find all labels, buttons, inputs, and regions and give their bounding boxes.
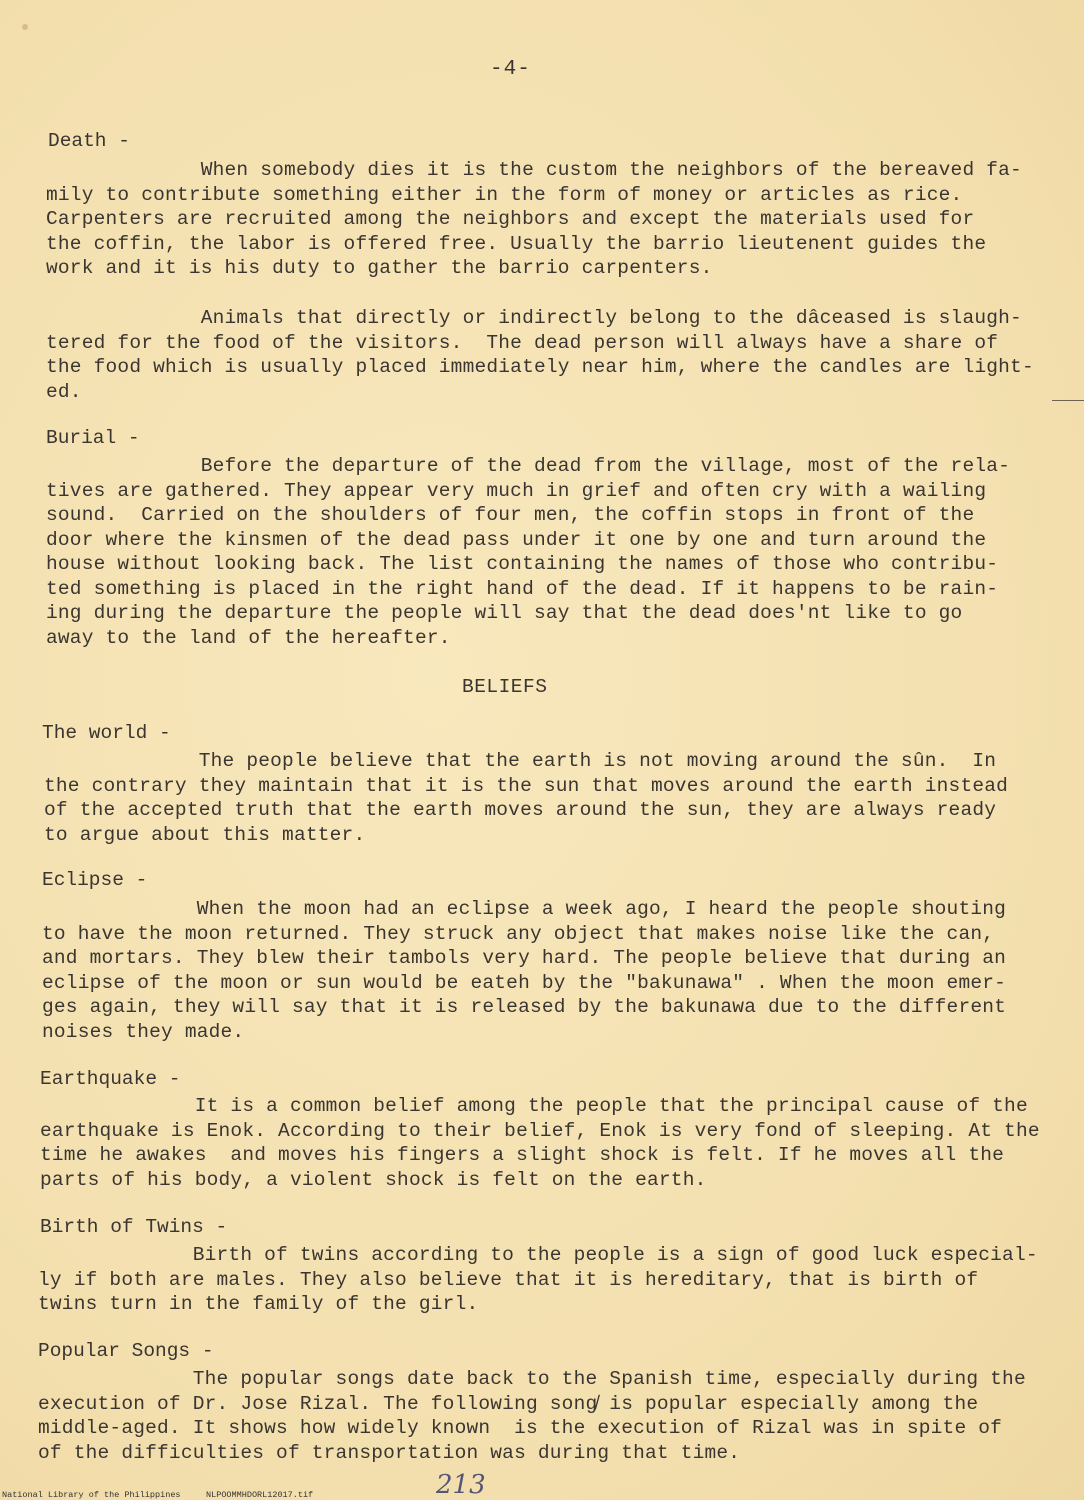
section-heading-twins: Birth of Twins - — [40, 1216, 228, 1238]
paragraph-death-2: Animals that directly or indirectly belong to the dâceased is slaugh- tered for the food of the visitors. The dead person will always have a share of the food which is usually placed immediately near him, where the candles are light- ed. — [46, 307, 1034, 403]
margin-mark — [1052, 400, 1084, 401]
archive-footer: National Library of the Philippines NLPOOMMHDORL12017.tif — [2, 1490, 314, 1500]
section-heading-burial: Burial - — [46, 427, 140, 449]
paragraph-eclipse: When the moon had an eclipse a week ago, I heard the people shouting to have the moon returned. They struck any object that makes noise like the can, and mortars. They blew their tambols very hard. The people believe that during an eclipse of the moon or sun would be eateh by the "bakunawa" . When the moon emer- ges again, they will say that it is released by the bakunawa due to the different noises they made. — [42, 898, 1007, 1043]
paragraph-death-1: When somebody dies it is the custom the neighbors of the bereaved fa- mily to contribute something either in the form of money or articles as rice. Carpenters are recruited among the neighbors and except the materials used for the coffin, the labor is offered free. Usually the barrio lieutenent guides the work and it is his duty to gather the barrio carpenters. — [46, 159, 1022, 279]
paragraph-earthquake: It is a common belief among the people that the principal cause of the earthquake is Enok. According to their belief, Enok is very fond of sleeping. At the time he awakes and moves his fingers a slight shock is felt. If he moves all the parts of his body, a violent shock is felt on the earth. — [40, 1095, 1040, 1191]
paragraph-world: The people believe that the earth is not moving around the sûn. In the contrary they maintain that it is the sun that moves around the earth instead of the accepted truth that the earth moves around the sun, they are always ready to argue about this matter. — [44, 750, 1009, 846]
paragraph-songs: The popular songs date back to the Spanish time, especially during the execution of Dr. Jose Rizal. The following song̸ is popular especially among the middle-aged. It shows how widely known is the execution of Rizal was in spite of of the difficulties of transportation was during that time. — [38, 1368, 1026, 1464]
handwritten-page-number: 213 — [436, 1470, 486, 1500]
section-heading-death: Death - — [48, 130, 130, 152]
paragraph-burial: Before the departure of the dead from the village, most of the rela- tives are gathered. They appear very much in grief and often cry with a wailing sound. Carried on the shoulders of four men, the coffin stops in front of the door where the kinsmen of the dead pass under it one by one and turn around the house without looking back. The list containing the names of those who contribu- ted something is placed in the right hand of the dead. If it happens to be rain- ing during the departure the people will say that the dead does'nt like to go away to the land of the hereafter. — [46, 455, 1011, 649]
section-title-beliefs: BELIEFS — [462, 676, 548, 698]
section-heading-earthquake: Earthquake - — [40, 1068, 181, 1090]
section-heading-eclipse: Eclipse - — [42, 869, 148, 891]
section-heading-world: The world - — [42, 722, 171, 744]
section-heading-songs: Popular Songs - — [38, 1340, 214, 1362]
paper-stain — [22, 24, 28, 30]
page-number: -4- — [490, 58, 531, 81]
paragraph-twins: Birth of twins according to the people is a sign of good luck especial- ly if both are males. They also believe that it is hereditary, that is birth of twins turn in the family of the girl. — [38, 1244, 1038, 1315]
